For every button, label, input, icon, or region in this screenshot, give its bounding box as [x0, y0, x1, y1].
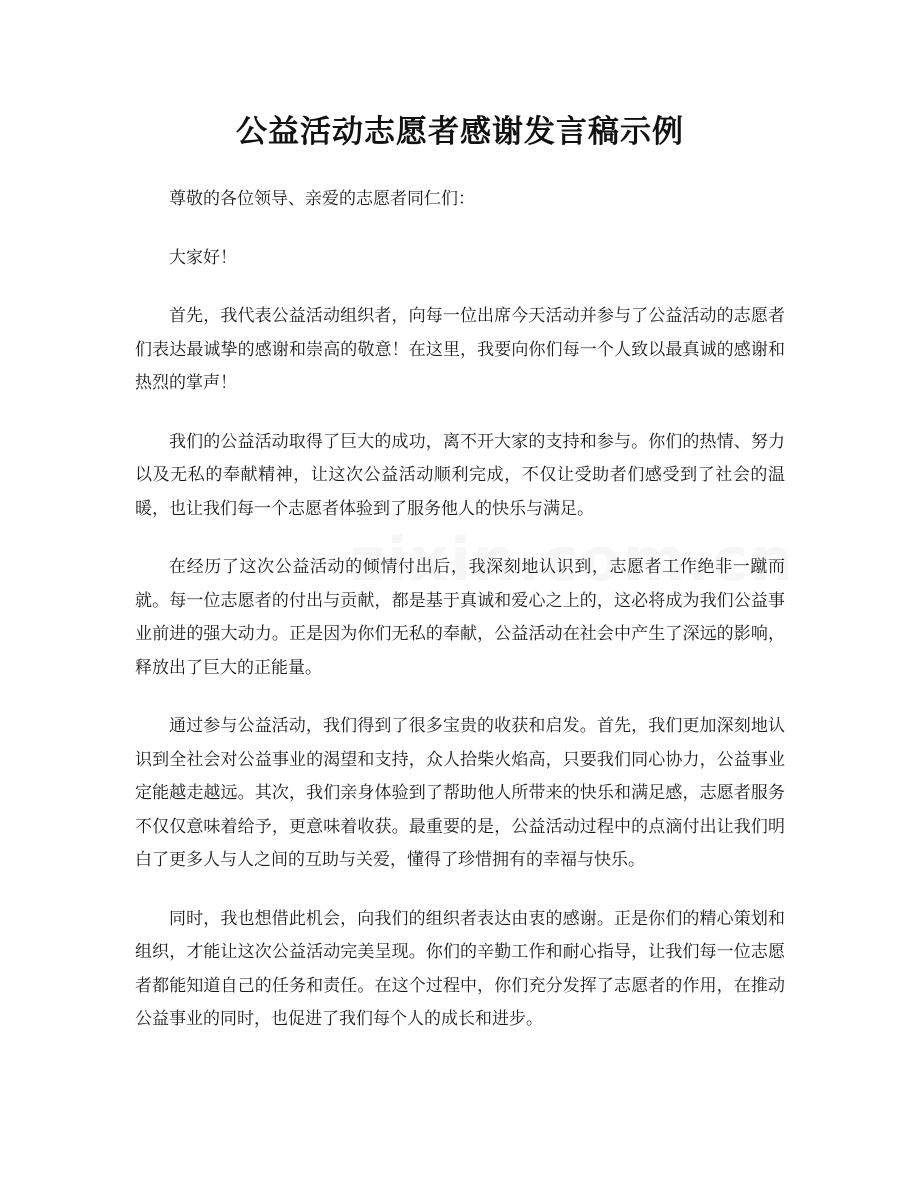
paragraph-5: 同时，我也想借此机会，向我们的组织者表达由衷的感谢。正是你们的精心策划和组织，才能让这次公益活动完美呈现。你们的辛勤工作和耐心指导，让我们每一位志愿者都能知道自己的任务和责任。在这个过程中，你们充分发挥了志愿者的作用，在推动公益事业的同时，也促进了我们每个人的成长和进步。 [135, 908, 785, 1029]
salutation: 尊敬的各位领导、亲爱的志愿者同仁们： [169, 189, 475, 209]
paragraph-1: 首先，我代表公益活动组织者，向每一位出席今天活动并参与了公益活动的志愿者们表达最诚挚的感谢和崇高的敬意！在这里，我要向你们每一个人致以最真诚的感谢和热烈的掌声！ [135, 306, 785, 393]
paragraph-2: 我们的公益活动取得了巨大的成功，离不开大家的支持和参与。你们的热情、努力以及无私的奉献精神，让这次公益活动顺利完成，不仅让受助者们感受到了社会的温暖，也让我们每一个志愿者体验到了服务他人的快乐与满足。 [135, 431, 785, 519]
document-body [135, 183, 785, 1062]
document-title: 公益活动志愿者感谢发言稿示例 [236, 114, 684, 150]
paragraph-4: 通过参与公益活动，我们得到了很多宝贵的收获和启发。首先，我们更加深刻地认识到全社会对公益事业的渴望和支持，众人拾柴火焰高，只要我们同心协力，公益事业定能越走越远。其次，我们亲身体验到了帮助他人所带来的快乐和满足感，志愿者服务不仅仅意味着给予，更意味着收获。最重要的是，公益活动过程中的点滴付出让我们明白了更多人与人之间的互助与关爱，懂得了珍惜拥有的幸福与快乐。 [135, 716, 785, 870]
greeting: 大家好！ [169, 247, 237, 268]
paragraph-3: 在经历了这次公益活动的倾情付出后，我深刻地认识到，志愿者工作绝非一蹴而就。每一位志愿者的付出与贡献，都是基于真诚和爱心之上的，这必将成为我们公益事业前进的强大动力。正是因为你们无私的奉献，公益活动在社会中产生了深远的影响，释放出了巨大的正能量。 [135, 557, 785, 678]
